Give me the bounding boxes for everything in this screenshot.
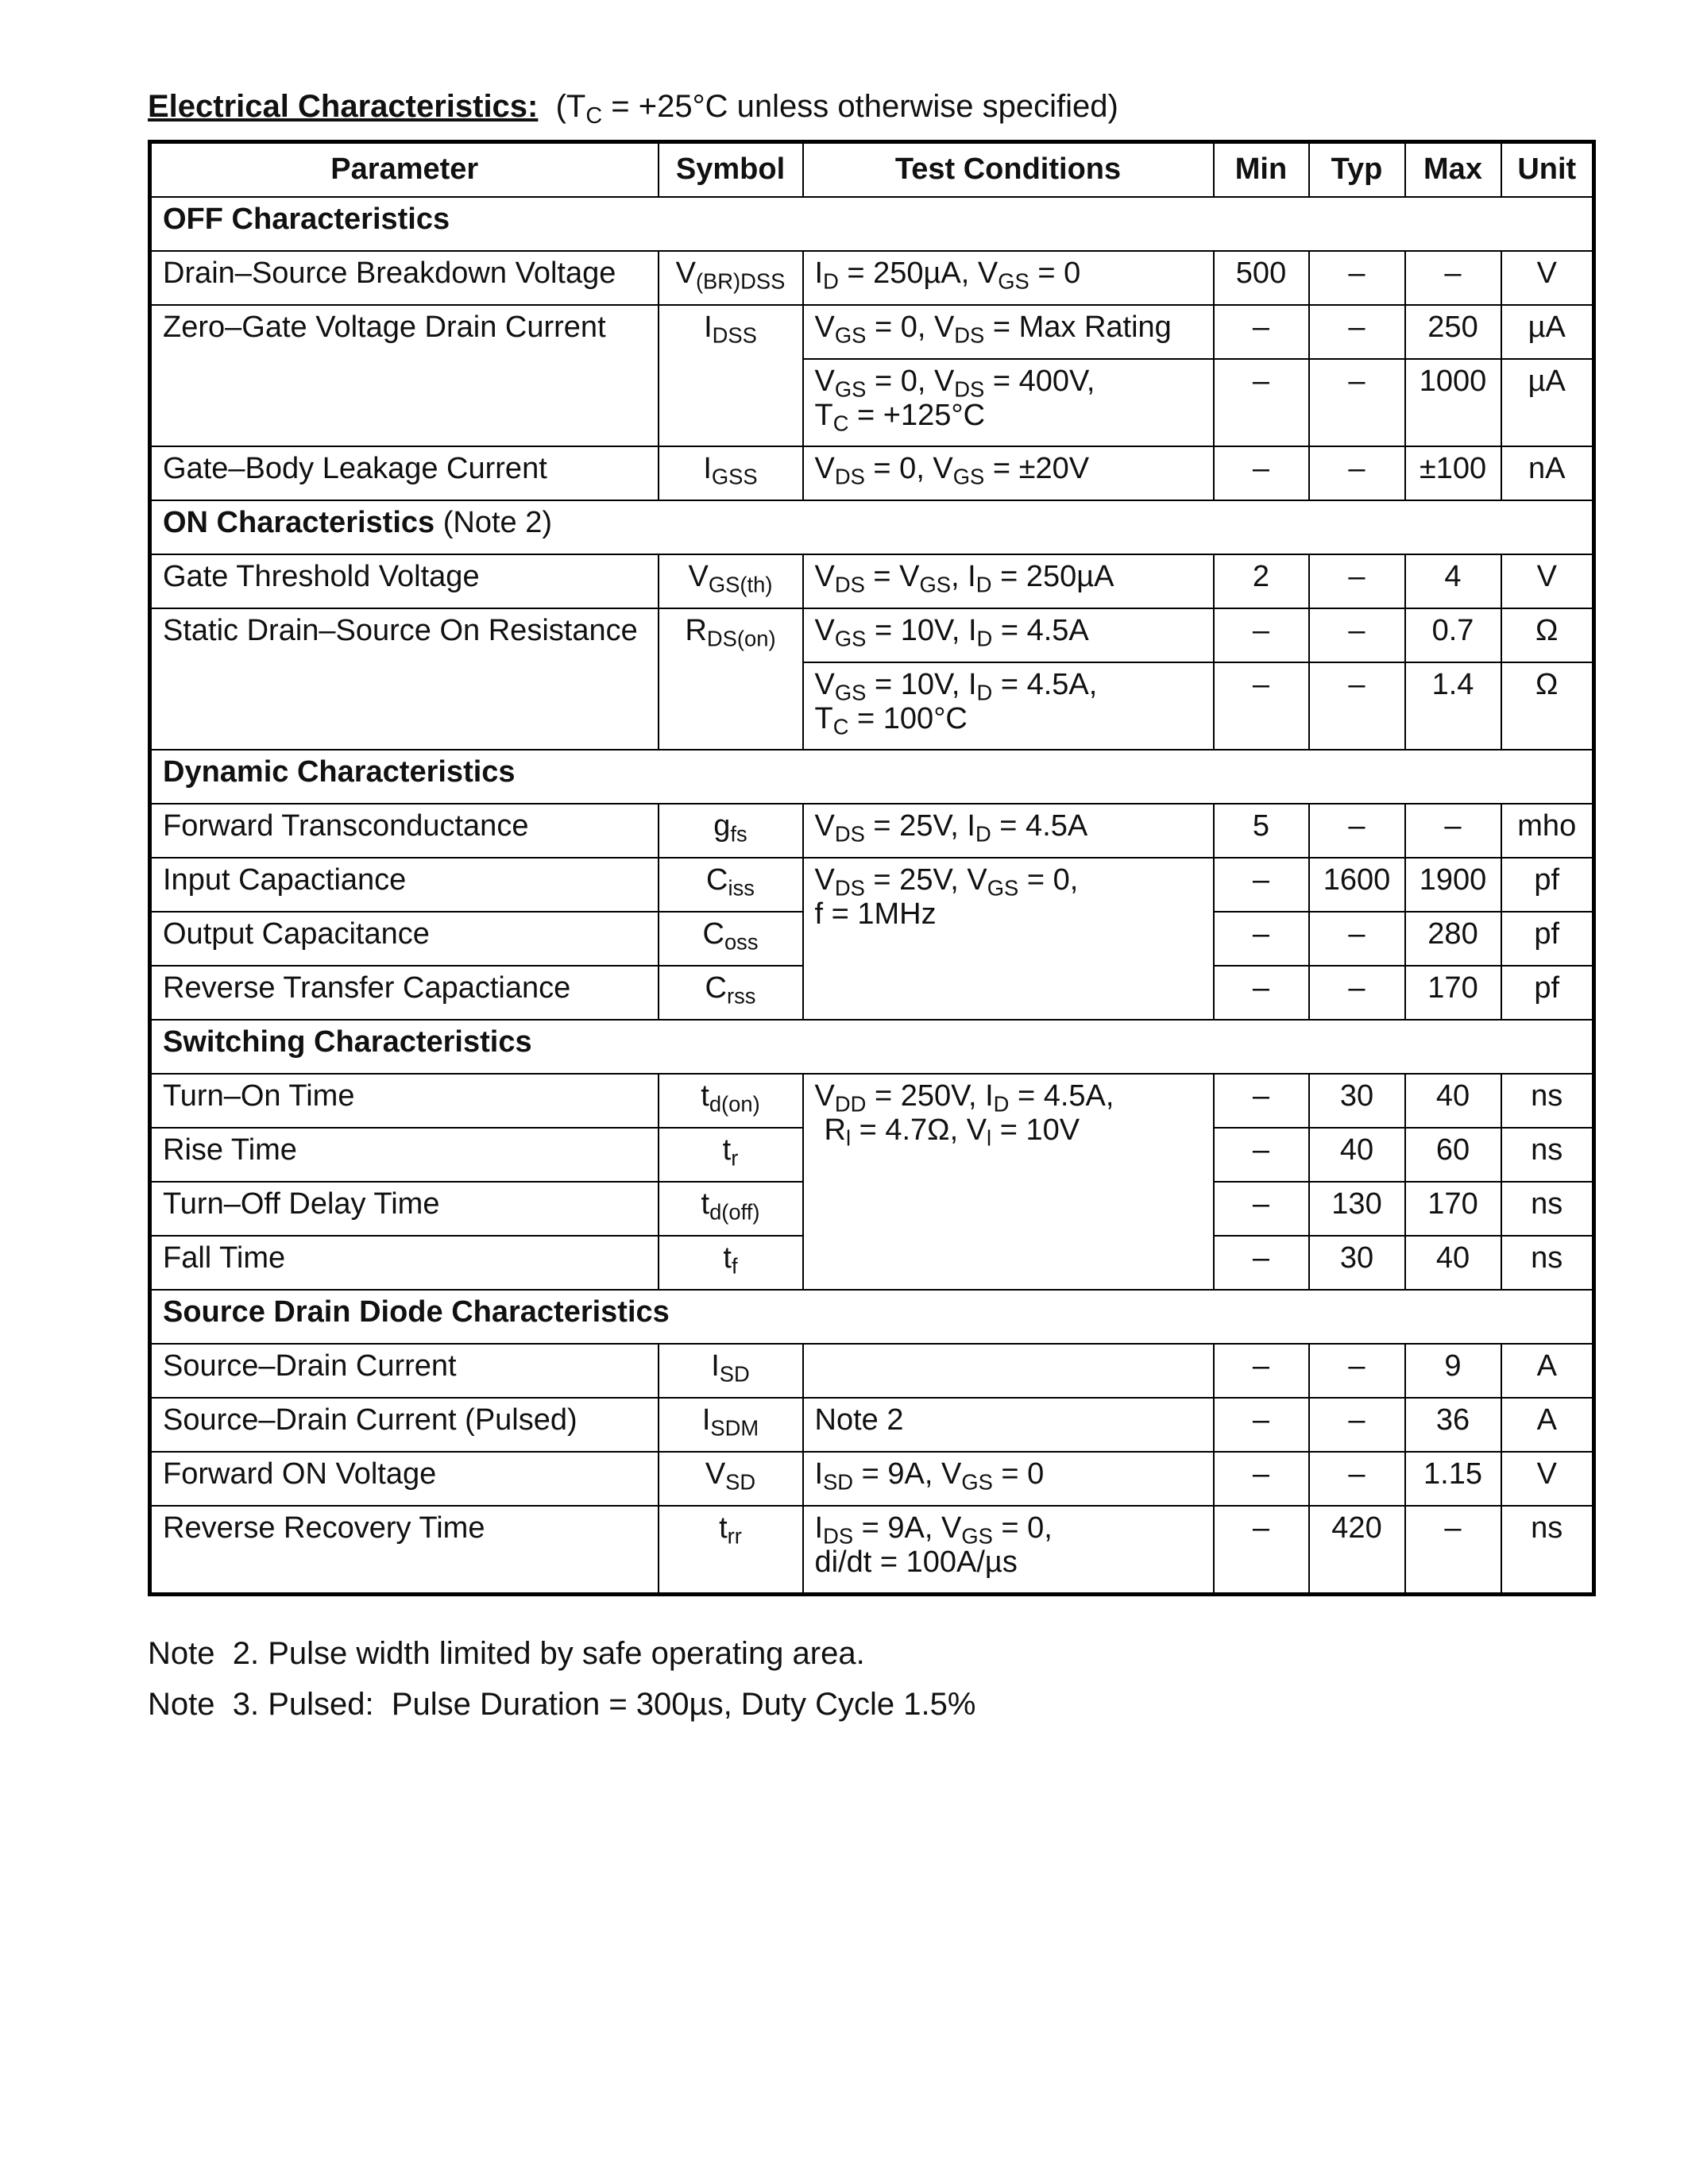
max-cell: 1.4	[1405, 662, 1501, 750]
param-cell: Forward Transconductance	[150, 804, 659, 858]
table-row	[150, 1074, 1594, 1128]
param-cell: Output Capacitance	[150, 912, 659, 966]
typ-cell: –	[1309, 554, 1405, 608]
max-cell: –	[1405, 804, 1501, 858]
unit-cell: Ω	[1501, 662, 1594, 750]
symbol-cell: $I_{SDM}$	[659, 1398, 803, 1452]
table-row	[150, 804, 1594, 858]
min-cell: –	[1214, 858, 1309, 912]
min-cell: –	[1214, 1074, 1309, 1128]
typ-cell: –	[1309, 1398, 1405, 1452]
max-cell: 0.7	[1405, 608, 1501, 662]
table-row	[150, 251, 1594, 305]
unit-cell: µA	[1501, 305, 1594, 359]
symbol-cell: $I_{SD}$	[659, 1344, 803, 1398]
max-cell: 60	[1405, 1128, 1501, 1182]
conditions-cell: $V_{DS} = V_{GS}$, $I_D = 250\mu A$	[803, 554, 1214, 608]
param-cell: Reverse Transfer Capactiance	[150, 966, 659, 1020]
table-row	[150, 305, 1594, 359]
section-row	[150, 197, 1594, 251]
col-header-test-conditions: Test Conditions	[803, 142, 1214, 198]
table-row	[150, 608, 1594, 662]
unit-cell: µA	[1501, 359, 1594, 446]
symbol-cell: $I_{DSS}$	[659, 305, 803, 446]
min-cell: –	[1214, 1128, 1309, 1182]
symbol-cell: $V_{SD}$	[659, 1452, 803, 1506]
conditions-cell: $V_{DS} = 25V$, $I_D = 4.5A$	[803, 804, 1214, 858]
min-cell: –	[1214, 608, 1309, 662]
unit-cell: Ω	[1501, 608, 1594, 662]
section-on: ON Characteristics (Note 2)	[150, 500, 1594, 554]
typ-cell: 40	[1309, 1128, 1405, 1182]
conditions-cell: Note 2	[803, 1398, 1214, 1452]
table-row	[150, 1398, 1594, 1452]
table-row	[150, 858, 1594, 912]
section-row	[150, 500, 1594, 554]
typ-cell: 420	[1309, 1506, 1405, 1595]
unit-cell: ns	[1501, 1506, 1594, 1595]
section-dynamic: Dynamic Characteristics	[150, 750, 1594, 804]
min-cell: –	[1214, 1452, 1309, 1506]
max-cell: 1.15	[1405, 1452, 1501, 1506]
conditions-cell: $I_{SD} = 9A$, $V_{GS} = 0$	[803, 1452, 1214, 1506]
heading-conditions: ($T_C = +25^\circ C$ unless otherwise specified)	[555, 89, 1118, 129]
max-cell: 170	[1405, 966, 1501, 1020]
typ-cell: –	[1309, 305, 1405, 359]
min-cell: 500	[1214, 251, 1309, 305]
unit-cell: V	[1501, 1452, 1594, 1506]
max-cell: 280	[1405, 912, 1501, 966]
min-cell: 2	[1214, 554, 1309, 608]
unit-cell: A	[1501, 1398, 1594, 1452]
header-row	[150, 142, 1594, 198]
table-row	[150, 446, 1594, 500]
param-cell: Source–Drain Current (Pulsed)	[150, 1398, 659, 1452]
heading-title: Electrical Characteristics:	[148, 89, 539, 124]
max-cell: 250	[1405, 305, 1501, 359]
max-cell: ±100	[1405, 446, 1501, 500]
table-row	[150, 554, 1594, 608]
typ-cell: –	[1309, 251, 1405, 305]
section-switching: Switching Characteristics	[150, 1020, 1594, 1074]
max-cell: –	[1405, 1506, 1501, 1595]
unit-cell: ns	[1501, 1182, 1594, 1236]
table-heading	[148, 89, 1118, 129]
max-cell: 4	[1405, 554, 1501, 608]
symbol-cell: $t_r$	[659, 1128, 803, 1182]
param-cell: Rise Time	[150, 1128, 659, 1182]
conditions-cell: $V_{GS} = 0$, $V_{DS} = 400V$, $T_C = +125^\circ C$	[803, 359, 1214, 446]
unit-cell: ns	[1501, 1128, 1594, 1182]
section-diode: Source Drain Diode Characteristics	[150, 1290, 1594, 1344]
max-cell: –	[1405, 251, 1501, 305]
unit-cell: ns	[1501, 1074, 1594, 1128]
typ-cell: –	[1309, 912, 1405, 966]
unit-cell: pf	[1501, 912, 1594, 966]
symbol-cell: $g_{fs}$	[659, 804, 803, 858]
param-cell: Gate–Body Leakage Current	[150, 446, 659, 500]
note-3: Note 3. Pulsed: Pulse Duration = 300µs, Duty Cycle 1.5%	[148, 1687, 976, 1722]
col-header-min: Min	[1214, 142, 1309, 198]
typ-cell: 30	[1309, 1074, 1405, 1128]
col-header-typ: Typ	[1309, 142, 1405, 198]
symbol-cell: $I_{GSS}$	[659, 446, 803, 500]
param-cell: Source–Drain Current	[150, 1344, 659, 1398]
typ-cell: –	[1309, 662, 1405, 750]
param-cell: Reverse Recovery Time	[150, 1506, 659, 1595]
typ-cell: 1600	[1309, 858, 1405, 912]
conditions-cell: $V_{DD} = 250V$, $I_D = 4.5A$, $R_l = 4.7\Omega$, $V_l = 10V$	[803, 1074, 1214, 1290]
max-cell: 36	[1405, 1398, 1501, 1452]
symbol-cell: $C_{rss}$	[659, 966, 803, 1020]
symbol-cell: $R_{DS(on)}$	[659, 608, 803, 750]
param-cell: Zero–Gate Voltage Drain Current	[150, 305, 659, 446]
min-cell: 5	[1214, 804, 1309, 858]
symbol-cell: $t_f$	[659, 1236, 803, 1290]
section-row	[150, 750, 1594, 804]
unit-cell: V	[1501, 554, 1594, 608]
table-row	[150, 1452, 1594, 1506]
col-header-unit: Unit	[1501, 142, 1594, 198]
typ-cell: –	[1309, 446, 1405, 500]
conditions-cell: $V_{GS} = 10V$, $I_D = 4.5A$	[803, 608, 1214, 662]
min-cell: –	[1214, 1506, 1309, 1595]
typ-cell: –	[1309, 966, 1405, 1020]
typ-cell: –	[1309, 804, 1405, 858]
symbol-cell: $t_{d(on)}$	[659, 1074, 803, 1128]
min-cell: –	[1214, 966, 1309, 1020]
typ-cell: 30	[1309, 1236, 1405, 1290]
unit-cell: mho	[1501, 804, 1594, 858]
param-cell: Input Capactiance	[150, 858, 659, 912]
unit-cell: A	[1501, 1344, 1594, 1398]
max-cell: 9	[1405, 1344, 1501, 1398]
min-cell: –	[1214, 1182, 1309, 1236]
min-cell: –	[1214, 359, 1309, 446]
conditions-cell: $V_{GS} = 10V$, $I_D = 4.5A$, $T_C = 100^\circ C$	[803, 662, 1214, 750]
symbol-cell: $V_{(BR)DSS}$	[659, 251, 803, 305]
table-row	[150, 1506, 1594, 1595]
unit-cell: V	[1501, 251, 1594, 305]
min-cell: –	[1214, 1236, 1309, 1290]
max-cell: 1000	[1405, 359, 1501, 446]
min-cell: –	[1214, 446, 1309, 500]
max-cell: 1900	[1405, 858, 1501, 912]
unit-cell: nA	[1501, 446, 1594, 500]
min-cell: –	[1214, 912, 1309, 966]
param-cell: Turn–Off Delay Time	[150, 1182, 659, 1236]
typ-cell: –	[1309, 359, 1405, 446]
col-header-symbol: Symbol	[659, 142, 803, 198]
symbol-cell: $V_{GS(th)}$	[659, 554, 803, 608]
table-row	[150, 1344, 1594, 1398]
notes	[148, 1628, 975, 1730]
min-cell: –	[1214, 1344, 1309, 1398]
typ-cell: 130	[1309, 1182, 1405, 1236]
conditions-cell: $V_{GS} = 0$, $V_{DS}$ = Max Rating	[803, 305, 1214, 359]
param-cell: Drain–Source Breakdown Voltage	[150, 251, 659, 305]
col-header-parameter: Parameter	[150, 142, 659, 198]
param-cell: Fall Time	[150, 1236, 659, 1290]
unit-cell: pf	[1501, 858, 1594, 912]
min-cell: –	[1214, 1398, 1309, 1452]
typ-cell: –	[1309, 1452, 1405, 1506]
param-cell: Forward ON Voltage	[150, 1452, 659, 1506]
unit-cell: pf	[1501, 966, 1594, 1020]
param-cell: Gate Threshold Voltage	[150, 554, 659, 608]
max-cell: 170	[1405, 1182, 1501, 1236]
conditions-cell: $I_{DS} = 9A$, $V_{GS} = 0$, di/dt = 100A/µs	[803, 1506, 1214, 1595]
symbol-cell: $C_{iss}$	[659, 858, 803, 912]
max-cell: 40	[1405, 1236, 1501, 1290]
section-row	[150, 1290, 1594, 1344]
symbol-cell: $C_{oss}$	[659, 912, 803, 966]
conditions-cell	[803, 1344, 1214, 1398]
conditions-cell: $I_D = 250\mu A$, $V_{GS} = 0$	[803, 251, 1214, 305]
conditions-cell: $V_{DS} = 0$, $V_{GS} = \pm 20V$	[803, 446, 1214, 500]
param-cell: Static Drain–Source On Resistance	[150, 608, 659, 750]
section-off: OFF Characteristics	[150, 197, 1594, 251]
section-row	[150, 1020, 1594, 1074]
param-cell: Turn–On Time	[150, 1074, 659, 1128]
symbol-cell: $t_{d(off)}$	[659, 1182, 803, 1236]
electrical-characteristics-table	[148, 140, 1596, 1596]
col-header-max: Max	[1405, 142, 1501, 198]
symbol-cell: $t_{rr}$	[659, 1506, 803, 1595]
unit-cell: ns	[1501, 1236, 1594, 1290]
min-cell: –	[1214, 662, 1309, 750]
note-2: Note 2. Pulse width limited by safe operating area.	[148, 1636, 865, 1671]
conditions-cell: $V_{DS} = 25V$, $V_{GS} = 0$, f = 1MHz	[803, 858, 1214, 1020]
min-cell: –	[1214, 305, 1309, 359]
typ-cell: –	[1309, 1344, 1405, 1398]
typ-cell: –	[1309, 608, 1405, 662]
max-cell: 40	[1405, 1074, 1501, 1128]
